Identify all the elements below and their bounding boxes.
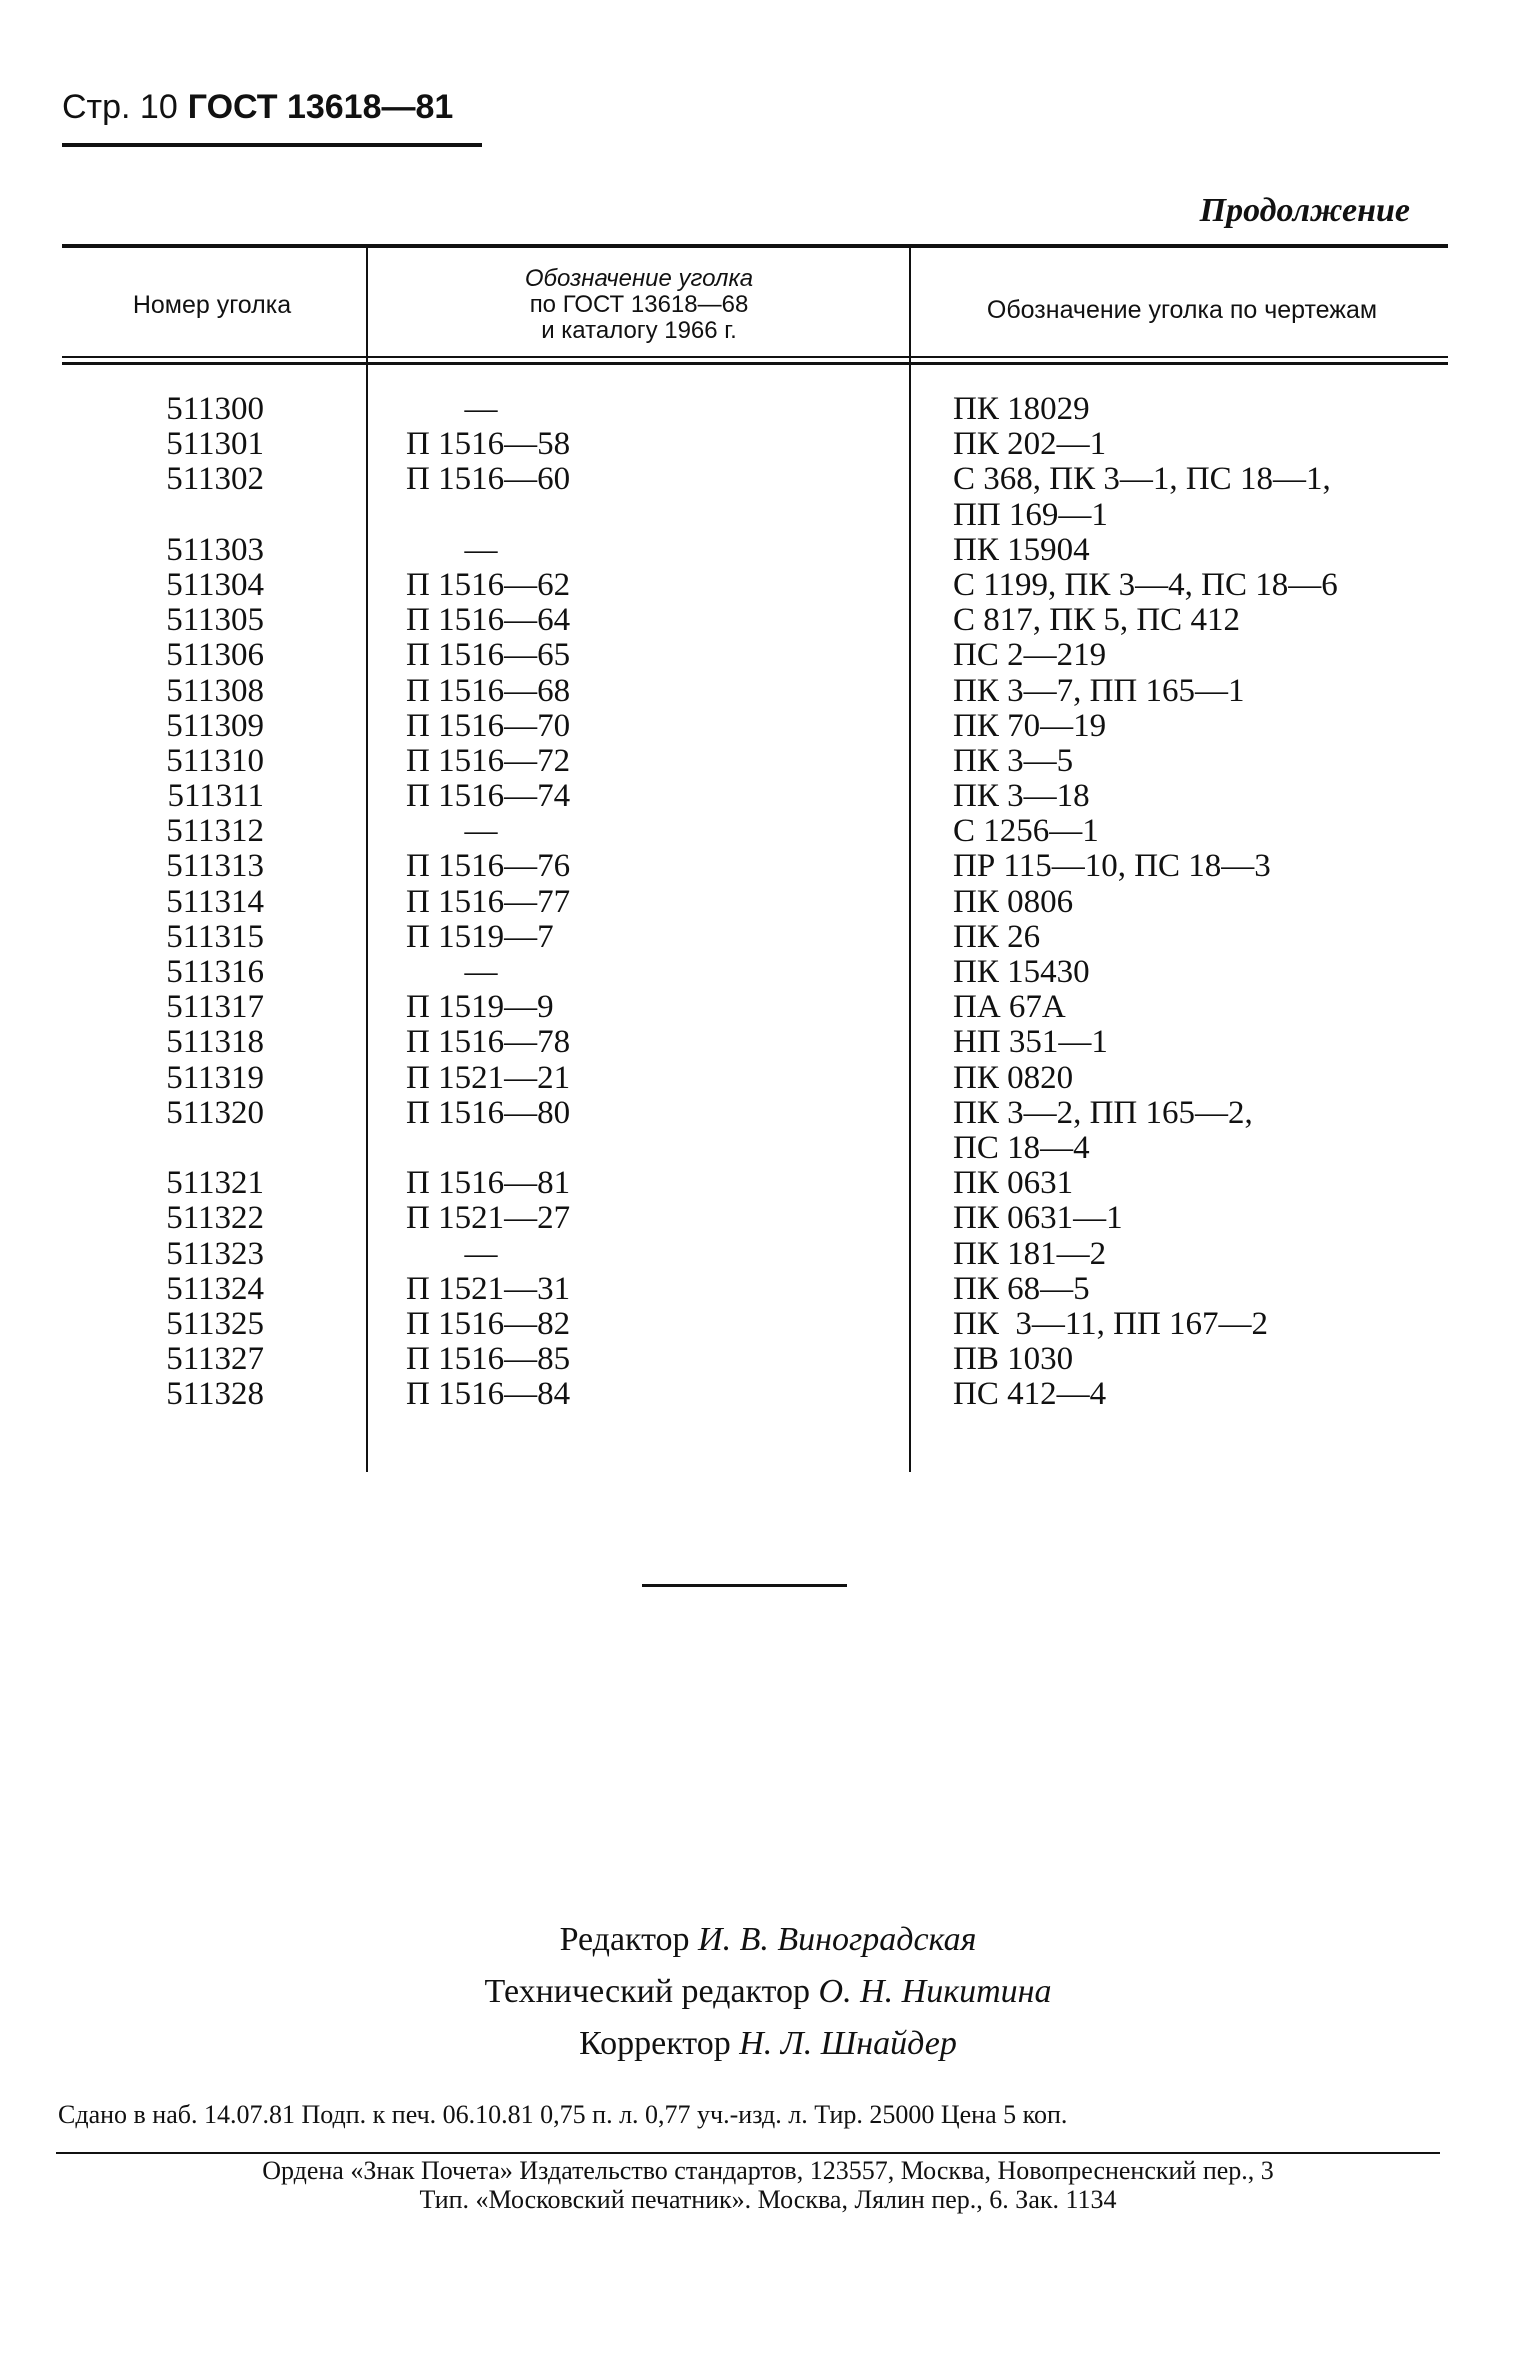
row-gost-designation (406, 955, 886, 990)
row-drawing-designation: С 817, ПК 5, ПС 412 (953, 602, 1240, 639)
row-number: 511310 (166, 742, 264, 779)
row-gost-designation: П 1516—82 (406, 1305, 571, 1342)
row-gost-designation: П 1516—84 (406, 1376, 571, 1413)
row-drawing-designation: ПС 412—4 (953, 1376, 1107, 1413)
column-number (62, 392, 264, 1412)
row-number: 511306 (166, 637, 264, 674)
row-drawing-designation: ПК 70—19 (953, 707, 1107, 744)
row-drawing-designation: ПК 3—5 (953, 742, 1074, 779)
credits (0, 1914, 1536, 2070)
row-gost-designation: П 1516—77 (406, 883, 571, 920)
row-drawing-designation: ПК 68—5 (953, 1270, 1090, 1307)
row-drawing-designation: ПК 202—1 (953, 426, 1107, 463)
proofreader-name: Н. Л. Шнайдер (739, 2025, 957, 2062)
tech-editor-line (0, 1966, 1536, 2018)
row-drawing-designation: ПК 15430 (953, 954, 1090, 990)
row-number: 511325 (166, 1305, 264, 1342)
publisher-line2: Тип. «Московский печатник». Москва, Лялин пер., 6. Зак. 1134 (419, 2185, 1117, 2214)
row-drawing-designation: ПК 3—2, ПП 165—2, (953, 1094, 1253, 1131)
row-spacer (406, 498, 886, 533)
row-number: 511322 (166, 1200, 264, 1237)
publisher-info (0, 2156, 1536, 2214)
row-gost-designation: П 1521—27 (406, 1200, 571, 1237)
row-drawing-designation: ПК 0806 (953, 883, 1074, 920)
row-gost-designation: П 1516—64 (406, 602, 571, 639)
row-gost-designation: П 1516—62 (406, 566, 571, 603)
row-number: 511308 (166, 672, 264, 709)
row-number: 511324 (166, 1270, 264, 1307)
row-number: 511323 (166, 1235, 264, 1272)
row-number: 511301 (166, 426, 264, 463)
publisher-line1: Ордена «Знак Почета» Издательство стандартов, 123557, Москва, Новопресненский пер., 3 (262, 2156, 1274, 2185)
row-gost-designation: П 1519—9 (406, 989, 554, 1026)
column-drawing-designation (953, 392, 1513, 1412)
header-gost-designation (368, 266, 910, 344)
row-drawing-designation: ПК 181—2 (953, 1235, 1107, 1272)
row-spacer (62, 1131, 264, 1166)
dash-mark: — (464, 813, 498, 850)
header-bottom-rule-2 (62, 362, 1448, 365)
row-drawing-designation: ПК 3—18 (953, 778, 1090, 815)
row-number: 511312 (166, 813, 264, 850)
row-number: 511314 (166, 883, 264, 920)
header-gost-line3: и каталогу 1966 г. (541, 317, 737, 344)
row-gost-designation: П 1516—68 (406, 672, 571, 709)
dash-mark: — (464, 391, 498, 427)
row-drawing-designation: ПС 2—219 (953, 637, 1107, 674)
row-gost-designation: П 1516—80 (406, 1094, 571, 1131)
header-bottom-rule (62, 356, 1448, 358)
page-number: Стр. 10 (62, 88, 178, 126)
row-gost-designation: П 1516—85 (406, 1341, 571, 1378)
row-drawing-designation: С 1199, ПК 3—4, ПС 18—6 (953, 566, 1338, 603)
row-number: 511302 (166, 461, 264, 498)
editor-line (0, 1914, 1536, 1966)
row-gost-designation: П 1516—72 (406, 742, 571, 779)
proofreader-line (0, 2018, 1536, 2070)
row-gost-designation (406, 814, 886, 849)
row-drawing-designation: ПР 115—10, ПС 18—3 (953, 848, 1271, 885)
continuation-label: Продолжение (1199, 192, 1410, 229)
row-gost-designation: П 1516—78 (406, 1024, 571, 1061)
editor-name: И. В. Виноградская (698, 1921, 977, 1958)
row-gost-designation: П 1516—74 (406, 778, 571, 815)
row-number: 511320 (166, 1094, 264, 1131)
dash-mark: — (464, 954, 498, 990)
row-drawing-designation: ПА 67А (953, 989, 1066, 1026)
row-spacer (62, 498, 264, 533)
row-number: 511317 (166, 989, 264, 1026)
row-drawing-designation: ПК 0631—1 (953, 1200, 1123, 1237)
editor-role: Редактор (559, 1921, 690, 1958)
print-rule (56, 2152, 1440, 2154)
section-divider (642, 1584, 847, 1587)
row-gost-designation: П 1521—31 (406, 1270, 571, 1307)
row-number: 511309 (166, 707, 264, 744)
row-drawing-designation: ПК 3—7, ПП 165—1 (953, 672, 1245, 709)
column-divider-2 (909, 248, 911, 1472)
row-drawing-designation: ПК 0820 (953, 1059, 1074, 1096)
dash-mark: — (464, 531, 498, 568)
row-drawing-designation: ПК 3—11, ПП 167—2 (953, 1305, 1269, 1342)
row-number: 511327 (166, 1341, 264, 1378)
print-info: Сдано в наб. 14.07.81 Подп. к печ. 06.10.81 0,75 п. л. 0,77 уч.-изд. л. Тир. 25000 Цена 5 коп. (58, 2100, 1068, 2129)
row-drawing-designation: ПК 18029 (953, 391, 1090, 427)
row-gost-designation: П 1516—65 (406, 637, 571, 674)
row-drawing-designation: ПС 18—4 (953, 1129, 1090, 1166)
dash-mark: — (464, 1235, 498, 1272)
row-drawing-designation: ПК 0631 (953, 1165, 1074, 1202)
row-number: 511303 (166, 531, 264, 568)
row-number: 511313 (166, 848, 264, 885)
row-drawing-designation: НП 351—1 (953, 1024, 1108, 1061)
column-gost-designation (406, 392, 886, 1412)
row-gost-designation: П 1521—21 (406, 1059, 571, 1096)
row-gost-designation: П 1516—81 (406, 1165, 571, 1202)
header-number: Номер уголка (132, 291, 292, 319)
row-gost-designation: П 1516—70 (406, 707, 571, 744)
row-drawing-designation: ПК 26 (953, 918, 1041, 955)
row-spacer (406, 1131, 886, 1166)
row-drawing-designation: ПК 15904 (953, 531, 1090, 568)
standard-code: ГОСТ 13618—81 (187, 88, 454, 126)
header-drawing-designation: Обозначение уголка по чертежам (986, 296, 1378, 324)
row-number: 511328 (166, 1376, 264, 1413)
row-number: 511304 (166, 566, 264, 603)
row-number: 511321 (166, 1165, 264, 1202)
row-gost-designation: П 1516—60 (406, 461, 571, 498)
row-drawing-designation: ПП 169—1 (953, 496, 1108, 533)
header-gost-line2: по ГОСТ 13618—68 (529, 291, 749, 318)
page-header (62, 88, 453, 127)
row-drawing-designation: С 1256—1 (953, 813, 1099, 850)
row-number: 511316 (166, 954, 264, 990)
header-rule (62, 143, 482, 147)
tech-editor-name: О. Н. Никитина (818, 1973, 1052, 2010)
row-number: 511311 (167, 778, 264, 815)
column-divider-1 (366, 248, 368, 1472)
row-number: 511318 (166, 1024, 264, 1061)
row-gost-designation: П 1519—7 (406, 918, 554, 955)
row-gost-designation (406, 1237, 886, 1272)
row-gost-designation (406, 392, 886, 427)
row-gost-designation: П 1516—76 (406, 848, 571, 885)
row-drawing-designation: ПВ 1030 (953, 1341, 1074, 1378)
proofreader-role: Корректор (579, 2025, 731, 2062)
row-number: 511315 (166, 918, 264, 955)
row-gost-designation: П 1516—58 (406, 426, 571, 463)
table-top-rule (62, 244, 1448, 248)
tech-editor-role: Технический редактор (484, 1973, 811, 2010)
header-gost-line1: Обозначение уголка (524, 265, 754, 292)
row-number: 511319 (166, 1059, 264, 1096)
row-drawing-designation: С 368, ПК 3—1, ПС 18—1, (953, 461, 1331, 498)
row-gost-designation (406, 533, 886, 568)
row-number: 511305 (166, 602, 264, 639)
row-number: 511300 (166, 391, 264, 427)
